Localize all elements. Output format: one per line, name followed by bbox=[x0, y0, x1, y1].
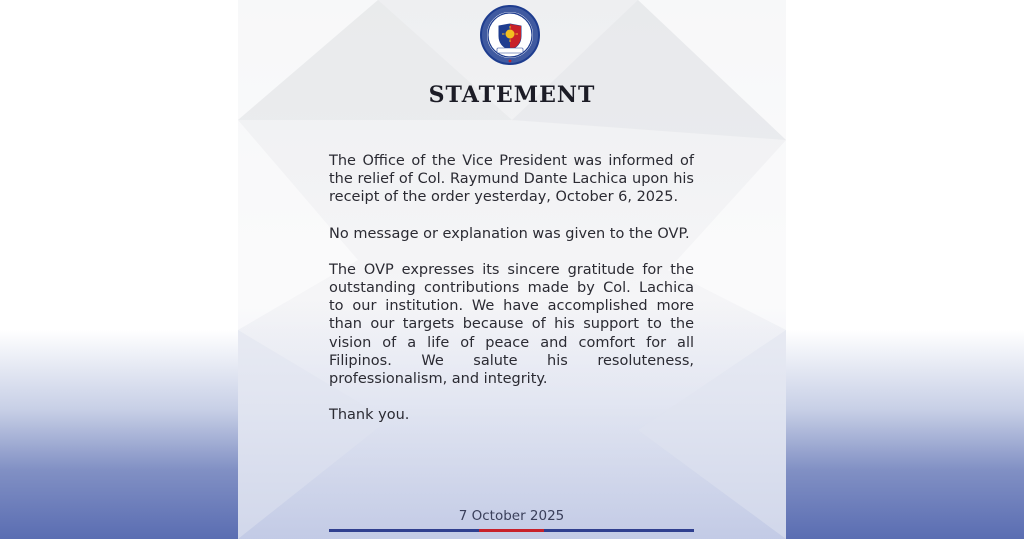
divider-red-segment bbox=[479, 529, 544, 532]
statement-title: STATEMENT bbox=[428, 82, 596, 108]
ovp-seal-icon bbox=[479, 4, 541, 66]
statement-paragraph: The OVP expresses its sincere gratitude for the outstanding contributions made by Col. Lachica to our institution. We have accomplished more than our targets because of his support to the vision of a life of peace and comfort for all Filipinos. We salute his resoluteness, professionalism, and integrity. bbox=[329, 261, 694, 388]
statement-card bbox=[238, 0, 786, 539]
statement-paragraph: No message or explanation was given to the OVP. bbox=[329, 225, 690, 242]
statement-closing: Thank you. bbox=[329, 407, 410, 424]
statement-paragraph: The Office of the Vice President was informed of the relief of Col. Raymund Dante Lachica upon his receipt of the order yesterday, October 6, 2025. bbox=[329, 153, 694, 206]
statement-body bbox=[329, 152, 694, 442]
statement-date: 7 October 2025 bbox=[458, 508, 565, 524]
footer-divider bbox=[329, 529, 694, 532]
